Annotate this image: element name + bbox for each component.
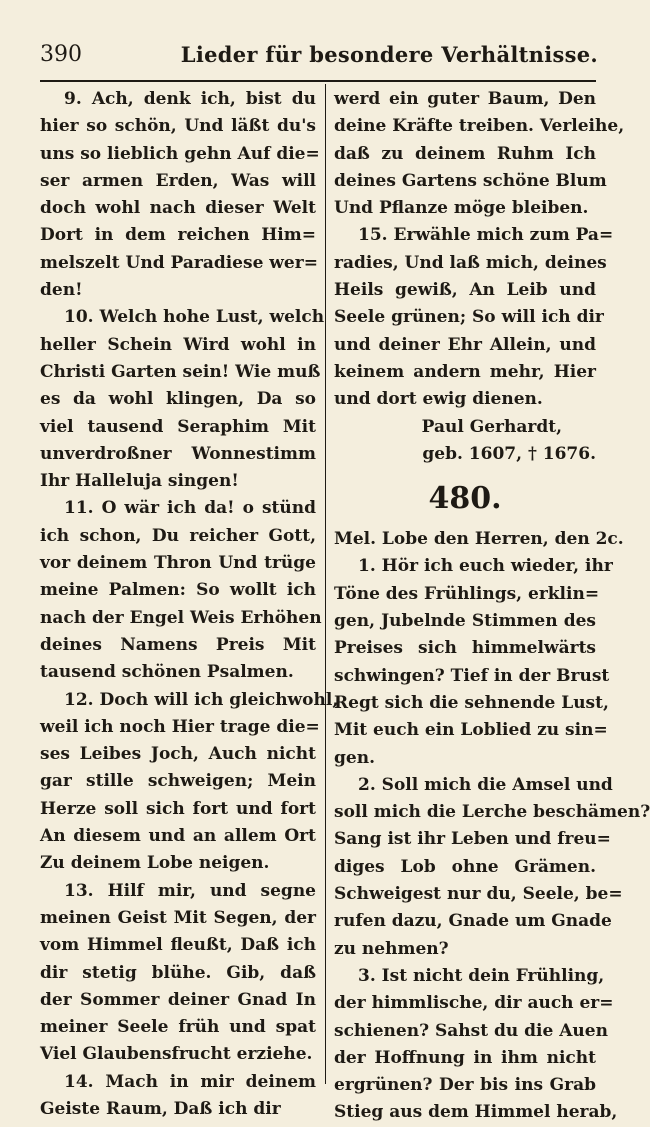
author-dates: geb. 1607, † 1676.	[422, 443, 596, 464]
text-line: 14. Mach in mir deinem	[64, 1071, 316, 1092]
text-line: Sang ist ihr Leben und freu=	[334, 829, 611, 850]
text-line: 2. Soll mich die Amsel und	[358, 774, 613, 795]
text-line: werd ein guter Baum, Den	[334, 89, 596, 109]
text-line: Herze soll sich fort und fort	[40, 798, 316, 819]
text-line: nach der Engel Weis Erhöhen	[40, 607, 322, 628]
text-line: der himmlische, dir auch er=	[334, 993, 614, 1014]
text-line: An diesem und an allem Ort	[40, 826, 316, 847]
text-line: der Sommer deiner Gnad In	[40, 989, 316, 1010]
column-divider	[325, 84, 326, 1084]
text-line: und dort ewig dienen.	[334, 389, 543, 410]
text-line: Viel Glaubensfrucht erziehe.	[40, 1044, 313, 1065]
text-line: 15. Erwähle mich zum Pa=	[358, 225, 614, 246]
text-line: deines Gartens schöne Blum	[334, 170, 607, 191]
text-line: gar stille schweigen; Mein	[40, 771, 316, 792]
text-line: Regt sich die sehnende Lust,	[334, 692, 609, 713]
text-line: Preises sich himmelwärts	[334, 638, 596, 659]
running-head: Lieder für besondere Verhältnisse.	[180, 42, 598, 67]
text-line: Ihr Halleluja singen!	[40, 471, 239, 492]
text-line: vor deinem Thron Und trüge	[40, 553, 316, 574]
text-line: Stieg aus dem Himmel herab,	[334, 1102, 618, 1123]
text-line: den!	[40, 280, 83, 301]
text-line: soll mich die Lerche beschämen?	[334, 802, 650, 823]
text-line: es da wohl klingen, Da so	[40, 389, 316, 410]
hymn-number: 480.	[428, 481, 502, 517]
text-line: unverdroßner Wonnestimm	[40, 443, 316, 464]
text-line: viel tausend Seraphim Mit	[40, 416, 316, 437]
text-line: der Hoffnung in ihm nicht	[334, 1047, 596, 1068]
text-line: schienen? Sahst du die Auen	[334, 1020, 608, 1041]
text-line: daß zu deinem Ruhm Ich	[334, 143, 596, 164]
text-line: ergrünen? Der bis ins Grab	[334, 1075, 596, 1096]
page-header	[40, 38, 598, 78]
text-line: Schweigest nur du, Seele, be=	[334, 884, 623, 905]
left-column	[40, 86, 339, 1123]
text-line: schwingen? Tief in der Brust	[334, 665, 610, 686]
text-line: Töne des Frühlings, erklin=	[334, 583, 600, 604]
text-line: heller Schein Wird wohl in	[40, 334, 316, 355]
text-line: Dort in dem reichen Him=	[40, 225, 316, 246]
text-line: weil ich noch Hier trage die=	[40, 716, 320, 737]
author-name: Paul Gerhardt,	[421, 416, 562, 437]
text-line: doch wohl nach dieser Welt	[40, 198, 316, 219]
text-line: 10. Welch hohe Lust, welch	[64, 307, 325, 328]
text-line: melszelt Und Paradiese wer=	[40, 252, 318, 273]
text-line: Mit euch ein Loblied zu sin=	[334, 720, 608, 741]
text-line: und deiner Ehr Allein, und	[334, 334, 596, 355]
text-line: ich schon, Du reicher Gott,	[40, 525, 316, 546]
text-line: 1. Hör ich euch wieder, ihr	[358, 556, 613, 577]
text-line: gen.	[334, 747, 375, 768]
text-line: zu nehmen?	[334, 938, 449, 959]
text-line: Seele grünen; So will ich dir	[334, 307, 604, 328]
text-line: gen, Jubelnde Stimmen des	[334, 611, 596, 632]
text-line: Christi Garten sein! Wie muß	[40, 361, 321, 382]
right-column	[334, 86, 650, 1127]
text-line: meine Palmen: So wollt ich	[40, 580, 316, 601]
header-rule	[40, 80, 596, 82]
text-line: 12. Doch will ich gleichwohl,	[64, 689, 339, 710]
text-line: 9. Ach, denk ich, bist du	[64, 89, 316, 109]
text-line: 11. O wär ich da! o stünd	[64, 498, 316, 519]
text-line: 13. Hilf mir, und segne	[64, 880, 316, 901]
text-line: Zu deinem Lobe neigen.	[40, 853, 270, 874]
text-line: radies, Und laß mich, deines	[334, 252, 607, 273]
text-line: meinen Geist Mit Segen, der	[40, 907, 316, 928]
text-line: 3. Ist nicht dein Frühling,	[358, 965, 605, 986]
text-line: ser armen Erden, Was will	[40, 170, 316, 191]
text-line: diges Lob ohne Grämen.	[334, 856, 596, 877]
text-line: uns so lieblich gehn Auf die=	[40, 143, 320, 164]
text-line: meiner Seele früh und spat	[40, 1017, 316, 1038]
text-line: deines Namens Preis Mit	[40, 634, 316, 655]
text-line: ses Leibes Joch, Auch nicht	[40, 744, 316, 765]
text-line: Geiste Raum, Daß ich dir	[40, 1098, 281, 1119]
text-line: deine Kräfte treiben. Verleihe,	[334, 116, 625, 137]
page-number: 390	[40, 42, 82, 67]
text-line: Heils gewiß, An Leib und	[334, 280, 596, 301]
text-line: tausend schönen Psalmen.	[40, 662, 294, 683]
melody-line: Mel. Lobe den Herren, den 2c.	[334, 529, 624, 550]
text-line: dir stetig blühe. Gib, daß	[40, 962, 316, 983]
text-line: hier so schön, Und läßt du's	[40, 116, 316, 137]
text-line: rufen dazu, Gnade um Gnade	[334, 911, 612, 932]
text-line: Und Pflanze möge bleiben.	[334, 198, 589, 219]
text-line: vom Himmel fleußt, Daß ich	[40, 935, 316, 956]
text-line: keinem andern mehr, Hier	[334, 361, 596, 382]
